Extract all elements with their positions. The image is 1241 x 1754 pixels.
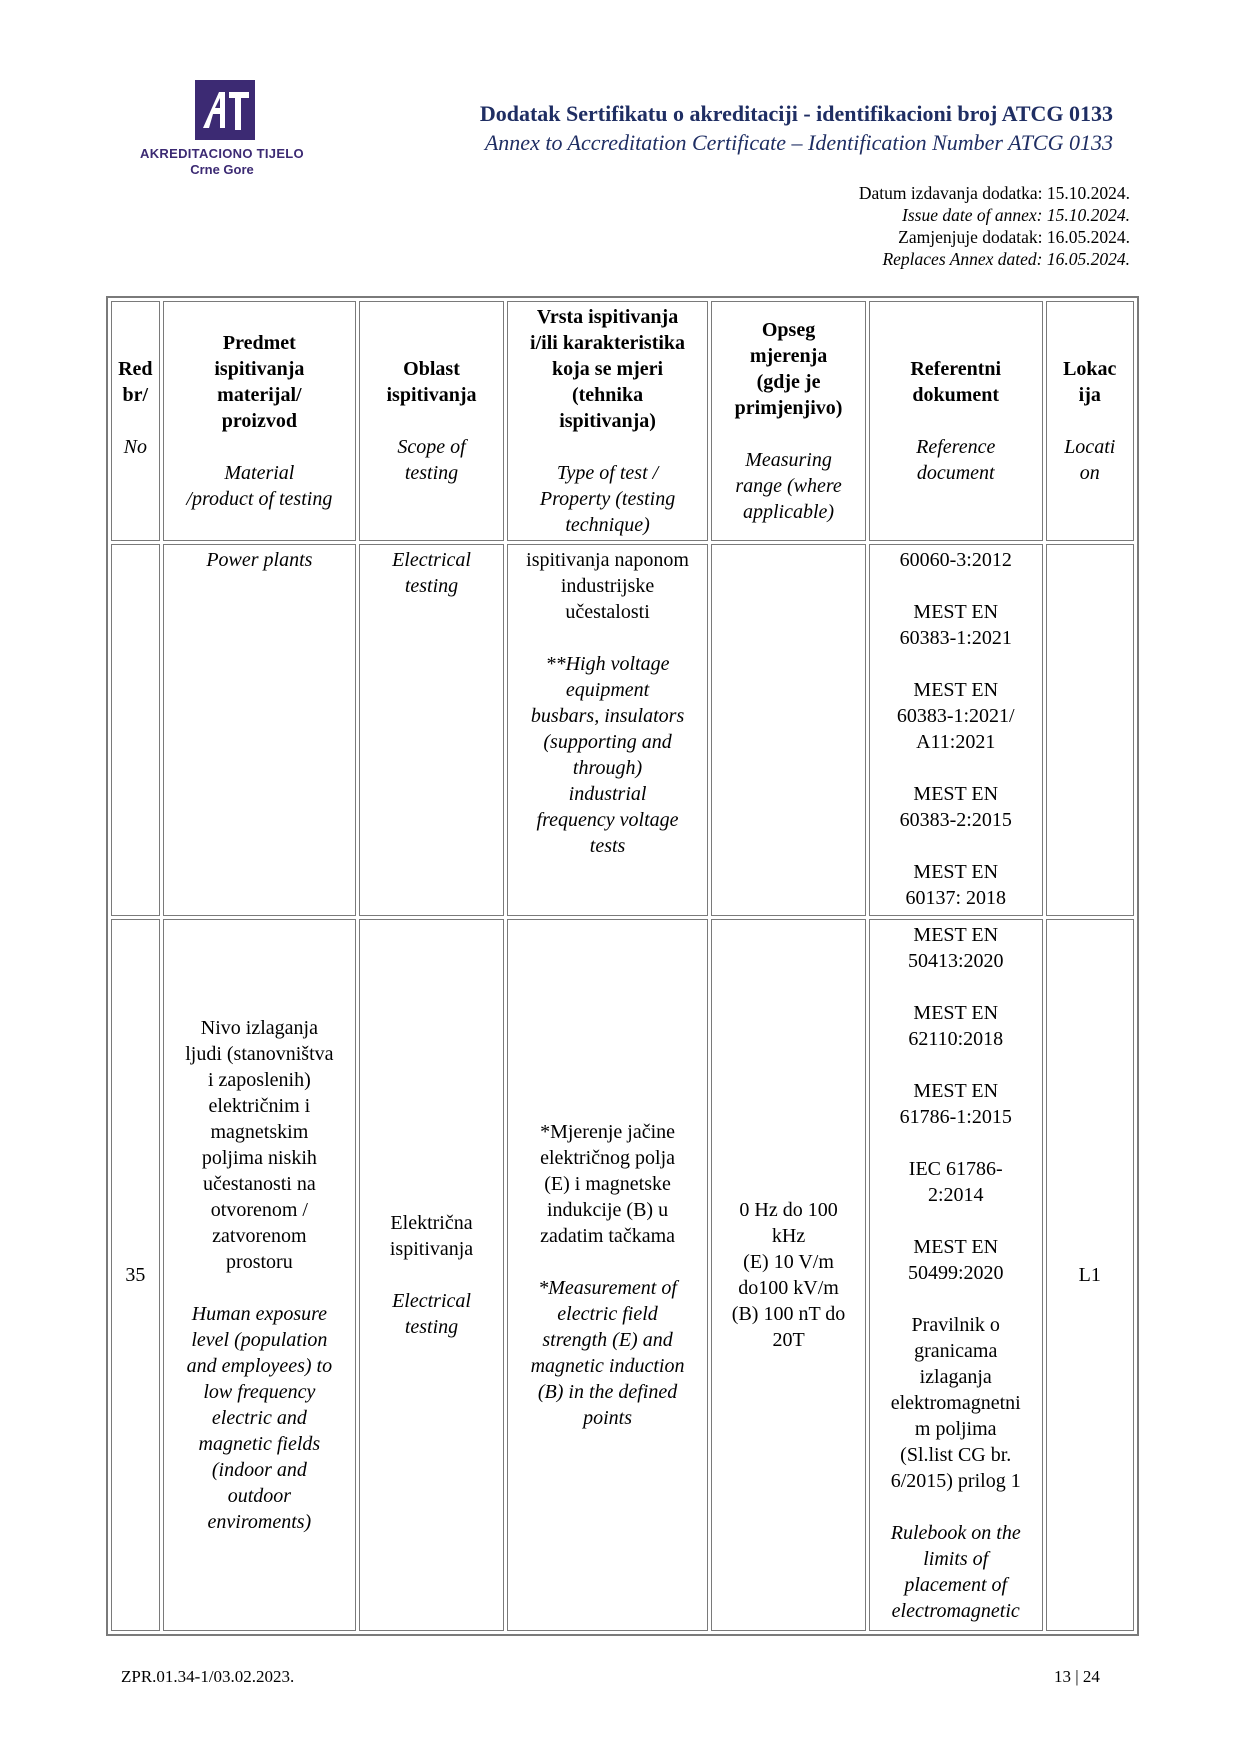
replaces-date-en: Replaces Annex dated: 16.05.2024. [882, 249, 1130, 269]
header-test-type: Vrsta ispitivanja i/ili karakteristika koja se mjeri (tehnika ispitivanja) Type of test / Property (testing technique) [507, 301, 708, 541]
logo-name: AKREDITACIONO TIJELO [140, 146, 304, 161]
cell-test-type: *Mjerenje jačine električnog polja (E) i magnetske indukcije (B) u zadatim tačkama *Measurement of electric field strength (E) and magnetic induction (B) in the defined points [507, 919, 708, 1631]
cell-location: L1 [1046, 919, 1134, 1631]
table-row [111, 544, 1134, 916]
logo [122, 80, 322, 180]
header-no: Red br/ No [111, 301, 160, 541]
cell-material: Nivo izlaganja ljudi (stanovništva i zaposlenih) električnim i magnetskim poljima niskih učestanosti na otvorenom / zatvorenom prostoru Human exposure level (population and employees) to low frequency electric and magnetic fields (indoor and outdoor enviroments) [163, 919, 356, 1631]
issue-dates [859, 182, 1130, 270]
cell-no: 35 [111, 919, 160, 1631]
cell-no [111, 544, 160, 916]
header-location: Lokac ija Locati on [1046, 301, 1134, 541]
footer-page-number: 13 | 24 [1054, 1667, 1100, 1686]
cell-test-type: ispitivanja naponom industrijske učestalosti **High voltage equipment busbars, insulators (supporting and through) industrial frequency voltage tests [507, 544, 708, 916]
accreditation-logo-icon [195, 80, 255, 140]
cell-reference-document: MEST EN 50413:2020 MEST EN 62110:2018 MEST EN 61786-1:2015 IEC 61786- 2:2014 MEST EN 50499:2020 Pravilnik o granicama izlaganja elektromagnetni m poljima (Sl.list CG br. 6/2015) prilog 1 Rulebook on the limits of placement of electromagnetic [869, 919, 1043, 1631]
issue-date-en: Issue date of annex: 15.10.2024. [902, 205, 1130, 225]
logo-subname: Crne Gore [190, 162, 254, 177]
cell-measuring-range [711, 544, 866, 916]
header-scope: Oblast ispitivanja Scope of testing [359, 301, 504, 541]
cell-reference-document: 60060-3:2012 MEST EN 60383-1:2021 MEST EN 60383-1:2021/ A11:2021 MEST EN 60383-2:2015 MEST EN 60137: 2018 [869, 544, 1043, 916]
header-reference-document: Referentni dokument Reference document [869, 301, 1043, 541]
cell-scope: Electrical testing [359, 544, 504, 916]
table-row [111, 919, 1134, 1631]
cell-scope: Električna ispitivanja Electrical testing [359, 919, 504, 1631]
header-material: Predmet ispitivanja materijal/ proizvod Material /product of testing [163, 301, 356, 541]
cell-measuring-range: 0 Hz do 100 kHz (E) 10 V/m do100 kV/m (B) 100 nT do 20T [711, 919, 866, 1631]
cell-material: Power plants [163, 544, 356, 916]
accreditation-scope-table [106, 296, 1139, 1636]
header-measuring-range: Opseg mjerenja (gdje je primjenjivo) Measuring range (where applicable) [711, 301, 866, 541]
issue-date-local: Datum izdavanja dodatka: 15.10.2024. [858, 183, 1130, 203]
replaces-date-local: Zamjenjuje dodatak: 16.05.2024. [898, 227, 1130, 247]
table-header-row [111, 301, 1134, 541]
document-title: Dodatak Sertifikatu o akreditaciji - identifikacioni broj ATCG 0133 [479, 101, 1113, 126]
footer-document-code: ZPR.01.34-1/03.02.2023. [121, 1667, 295, 1686]
cell-location [1046, 544, 1134, 916]
document-subtitle: Annex to Accreditation Certificate – Identification Number ATCG 0133 [484, 130, 1113, 155]
